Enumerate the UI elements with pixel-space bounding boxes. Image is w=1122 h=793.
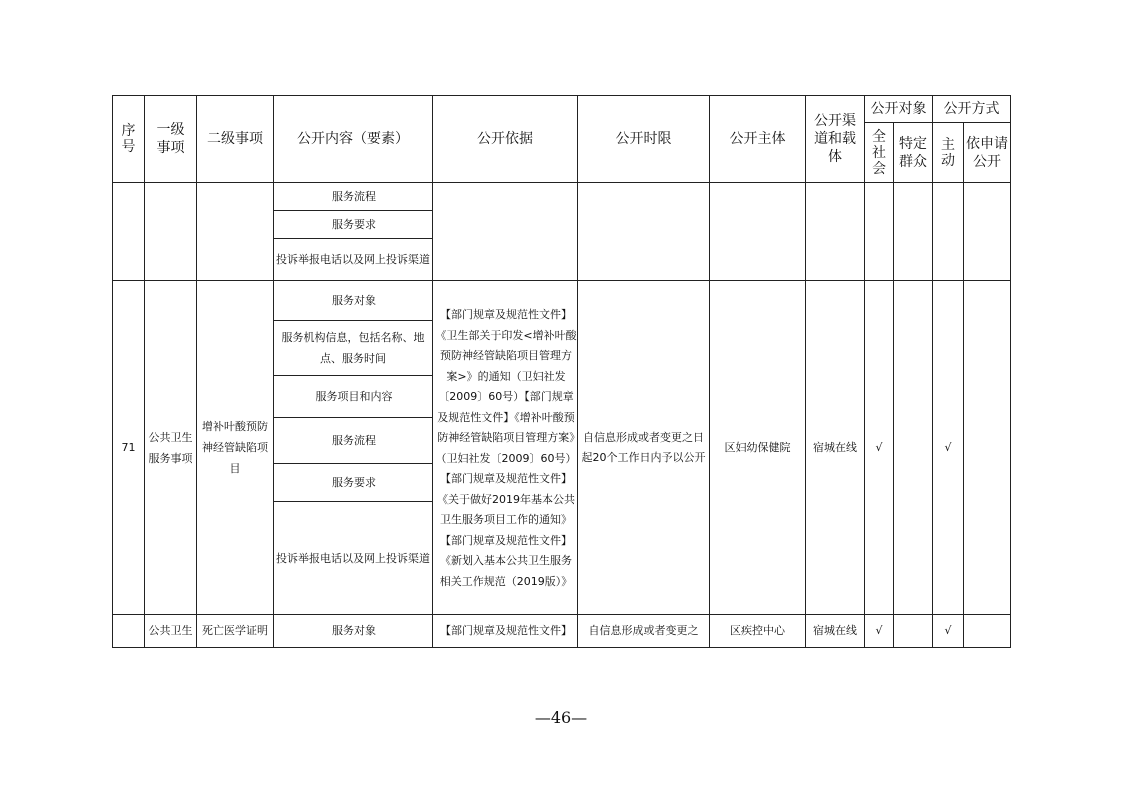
header-subject: 公开主体 <box>710 96 806 183</box>
disclosure-table <box>112 95 1011 648</box>
row71-seq: 71 <box>113 281 145 615</box>
row71-level2: 增补叶酸预防神经管缺陷项目 <box>197 281 274 615</box>
row71-active-check: √ <box>933 281 964 615</box>
row71-content-item: 服务项目和内容 <box>274 376 433 418</box>
row71-subject: 区妇幼保健院 <box>710 281 806 615</box>
row72-level1: 公共卫生 <box>145 615 197 648</box>
cont-channel <box>806 183 865 281</box>
row72-subject: 区疾控中心 <box>710 615 806 648</box>
row72-content: 服务对象 <box>274 615 433 648</box>
cont-basis <box>433 183 578 281</box>
row72-request-check <box>964 615 1011 648</box>
header-method-request: 依申请公开 <box>964 123 1011 183</box>
row71-content-item: 服务对象 <box>274 281 433 321</box>
row71-content-item: 服务流程 <box>274 418 433 464</box>
row72-level2: 死亡医学证明 <box>197 615 274 648</box>
row71-request-check <box>964 281 1011 615</box>
row71-content-item: 服务机构信息，包括名称、地点、服务时间 <box>274 321 433 376</box>
header-method-group: 公开方式 <box>933 96 1011 123</box>
row72-all-society-check: √ <box>865 615 894 648</box>
cont-content-item: 服务流程 <box>274 183 433 211</box>
cont-seq <box>113 183 145 281</box>
row71-level1: 公共卫生服务事项 <box>145 281 197 615</box>
row72-active-check: √ <box>933 615 964 648</box>
cont-active <box>933 183 964 281</box>
cont-level2 <box>197 183 274 281</box>
header-time-limit: 公开时限 <box>578 96 710 183</box>
header-seq: 序号 <box>113 96 145 183</box>
cont-content-item: 服务要求 <box>274 211 433 239</box>
cont-all <box>865 183 894 281</box>
row71-all-society-check: √ <box>865 281 894 615</box>
header-target-all: 全社会 <box>865 123 894 183</box>
row72-time-limit: 自信息形成或者变更之 <box>578 615 710 648</box>
header-level2: 二级事项 <box>197 96 274 183</box>
header-content: 公开内容（要素） <box>274 96 433 183</box>
header-channel: 公开渠道和载体 <box>806 96 865 183</box>
header-basis: 公开依据 <box>433 96 578 183</box>
row72-specific-check <box>894 615 933 648</box>
row71-basis: 【部门规章及规范性文件】《卫生部关于印发<增补叶酸预防神经管缺陷项目管理方案>》的通知（卫妇社发〔2009〕60号）【部门规章及规范性文件】《增补叶酸预防神经管缺陷项目管理方案》（卫妇社发〔2009〕60号）【部门规章及规范性文件】《关于做好2019年基本公共卫生服务项目工作的通知》【部门规章及规范性文件】《新划入基本公共卫生服务相关工作规范（2019版）》 <box>433 281 578 615</box>
row71-content-item: 服务要求 <box>274 464 433 502</box>
header-method-active: 主动 <box>933 123 964 183</box>
row72-seq <box>113 615 145 648</box>
row72-basis: 【部门规章及规范性文件】 <box>433 615 578 648</box>
cont-content-item: 投诉举报电话以及网上投诉渠道 <box>274 239 433 281</box>
cont-specific <box>894 183 933 281</box>
row71-content-item: 投诉举报电话以及网上投诉渠道 <box>274 502 433 615</box>
cont-time-limit <box>578 183 710 281</box>
cont-level1 <box>145 183 197 281</box>
header-target-specific: 特定群众 <box>894 123 933 183</box>
row71-channel: 宿城在线 <box>806 281 865 615</box>
row71-specific-check <box>894 281 933 615</box>
page-number: —46— <box>534 708 588 727</box>
row72-channel: 宿城在线 <box>806 615 865 648</box>
cont-subject <box>710 183 806 281</box>
cont-request <box>964 183 1011 281</box>
row71-time-limit: 自信息形成或者变更之日起20个工作日内予以公开 <box>578 281 710 615</box>
header-target-group: 公开对象 <box>865 96 933 123</box>
header-level1: 一级事项 <box>145 96 197 183</box>
